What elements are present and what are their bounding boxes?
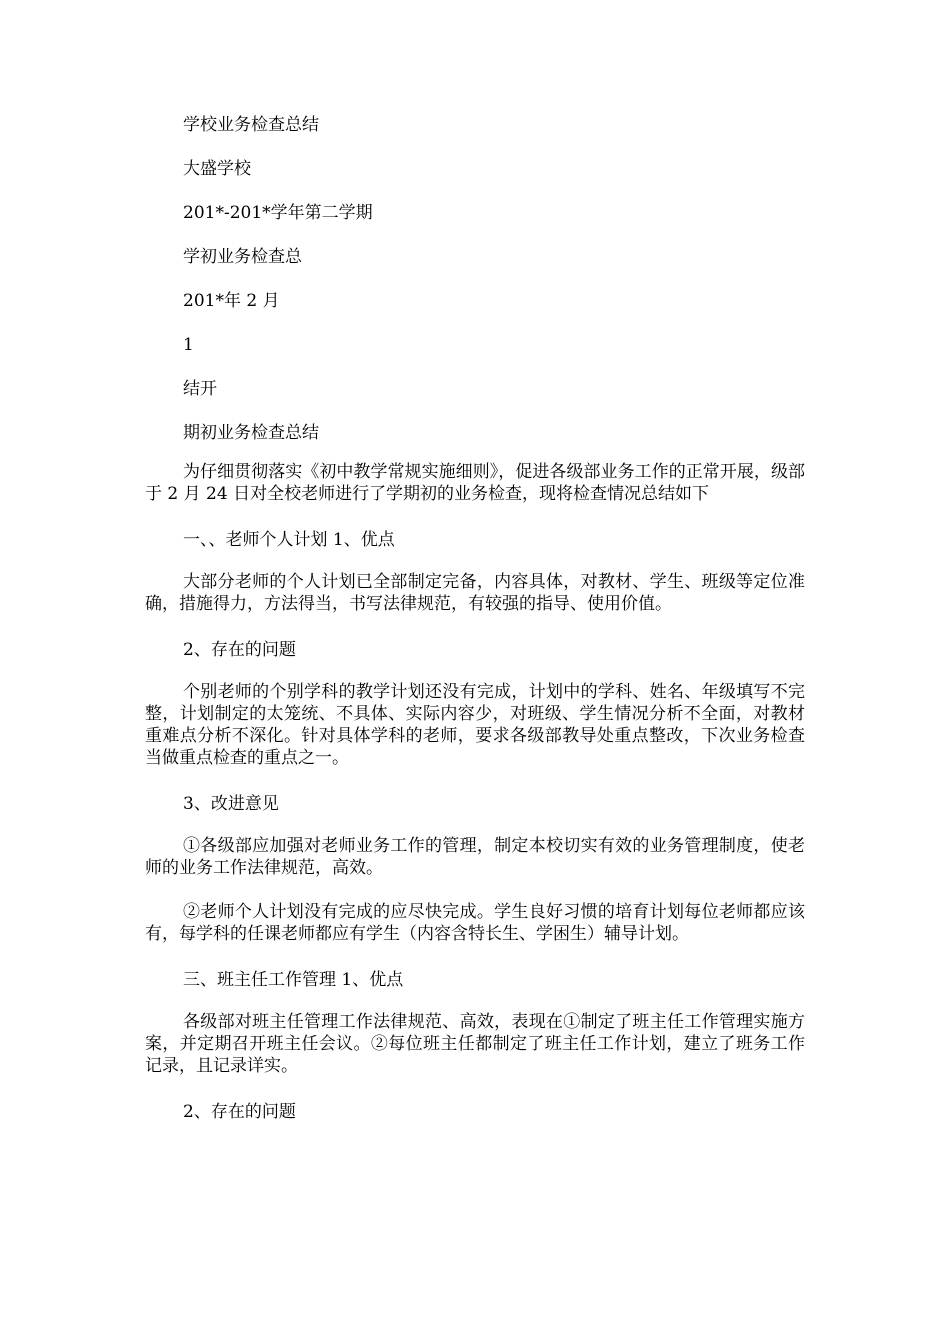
page-number: 1 [183, 335, 194, 355]
school-name: 大盛学校 [183, 159, 251, 179]
suggestion-1-paragraph: ①各级部应加强对老师业务工作的管理，制定本校切实有效的业务管理制度，使老师的业务工作法律规范，高效。 [145, 836, 805, 878]
date-line: 201*年 2 月 [183, 291, 280, 311]
section-heading: 期初业务检查总结 [183, 423, 319, 443]
section3-problems-heading: 2、存在的问题 [183, 1102, 296, 1122]
subtitle-line: 学初业务检查总 [183, 247, 302, 267]
intro-paragraph: 为仔细贯彻落实《初中教学常规实施细则》，促进各级部业务工作的正常开展，级部于 2 月 24 日对全校老师进行了学期初的业务检查，现将检查情况总结如下 [145, 462, 805, 504]
fragment-line: 结开 [183, 379, 217, 399]
section1-heading: 一、、老师个人计划 1、优点 [183, 530, 395, 550]
term-line: 201*-201*学年第二学期 [183, 203, 373, 223]
section1-suggestions-heading: 3、改进意见 [183, 794, 279, 814]
document-body [145, 112, 805, 1143]
section3-strengths-paragraph: 各级部对班主任管理工作法律规范、高效，表现在①制定了班主任工作管理实施方案，并定期召开班主任会议。②每位班主任都制定了班主任工作计划，建立了班务工作记录，且记录详实。 [145, 1012, 805, 1076]
document-title: 学校业务检查总结 [183, 115, 319, 135]
section3-heading: 三、班主任工作管理 1、优点 [183, 970, 404, 990]
section1-problems-paragraph: 个别老师的个别学科的教学计划还没有完成，计划中的学科、姓名、年级填写不完整，计划制定的太笼统、不具体、实际内容少，对班级、学生情况分析不全面，对教材重难点分析不深化。针对具体学科的老师，要求各级部教导处重点整改，下次业务检查当做重点检查的重点之一。 [145, 682, 805, 768]
section1-problems-heading: 2、存在的问题 [183, 640, 296, 660]
section1-strengths-paragraph: 大部分老师的个人计划已全部制定完备，内容具体，对教材、学生、班级等定位准确，措施得力，方法得当，书写法律规范，有较强的指导、使用价值。 [145, 572, 805, 614]
suggestion-2-paragraph: ②老师个人计划没有完成的应尽快完成。学生良好习惯的培育计划每位老师都应该有，每学科的任课老师都应有学生（内容含特长生、学困生）辅导计划。 [145, 902, 805, 944]
